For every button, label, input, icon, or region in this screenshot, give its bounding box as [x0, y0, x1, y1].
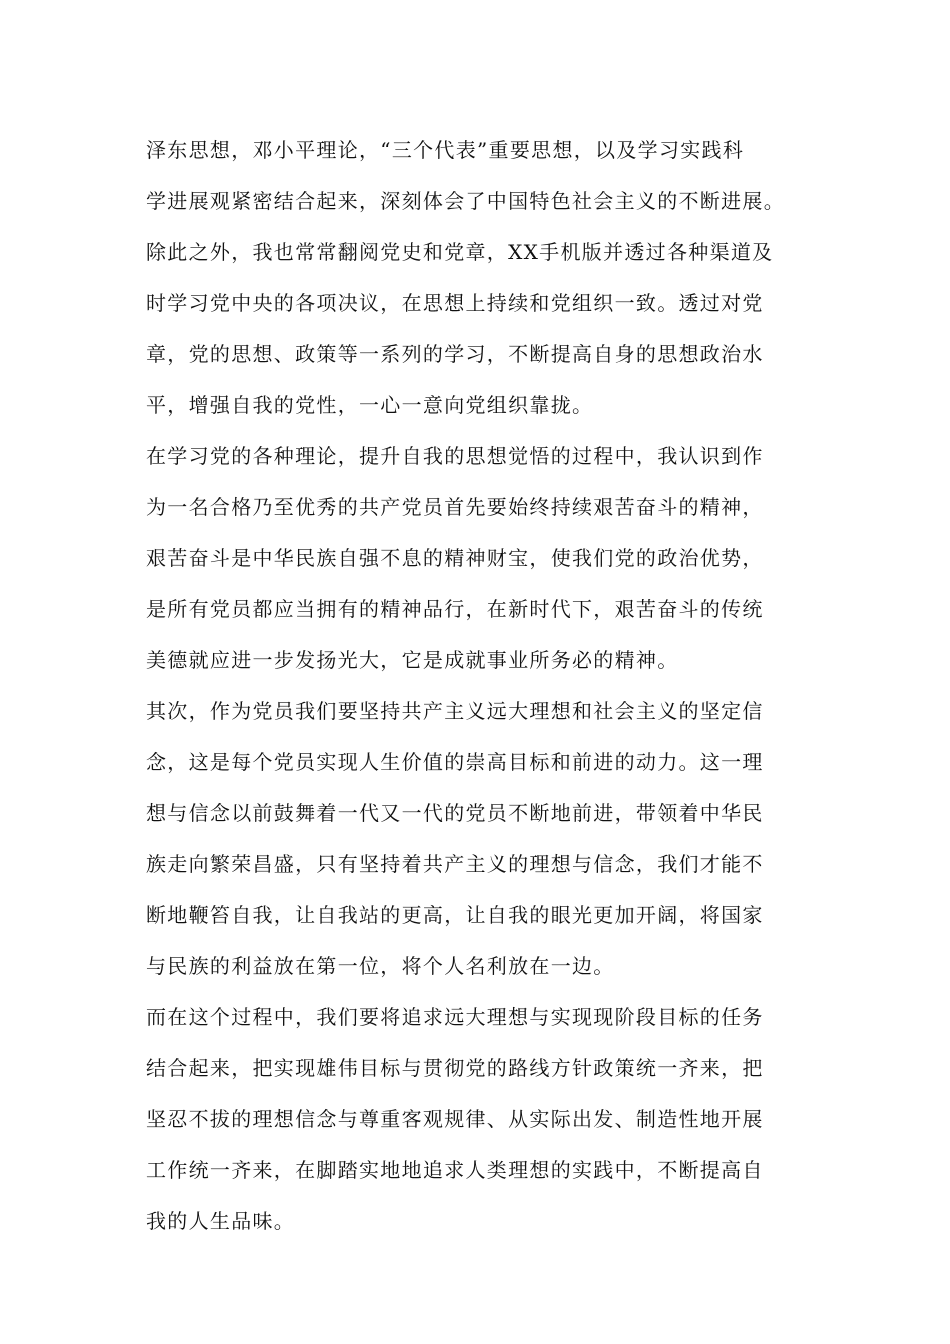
text-line: 章，党的思想、政策等一系列的学习，不断提高自身的思想政治水 — [146, 342, 764, 366]
text-line: 断地鞭笞自我，让自我站的更高，让自我的眼光更加开阔，将国家 — [146, 903, 764, 927]
text-line: 平，增强自我的党性，一心一意向党组织靠拢。 — [146, 393, 594, 417]
text-line: 而在这个过程中，我们要将追求远大理想与实现现阶段目标的任务 — [146, 1005, 764, 1029]
text-line: 坚忍不拔的理想信念与尊重客观规律、从实际出发、制造性地开展 — [146, 1107, 764, 1131]
text-line: 在学习党的各种理论，提升自我的思想觉悟的过程中，我认识到作 — [146, 444, 764, 468]
text-line: 是所有党员都应当拥有的精神品行，在新时代下，艰苦奋斗的传统 — [146, 597, 764, 621]
text-line: 我的人生品味。 — [146, 1209, 296, 1233]
text-line: 学进展观紧密结合起来，深刻体会了中国特色社会主义的不断进展。 — [146, 189, 785, 213]
text-line: 工作统一齐来，在脚踏实地地追求人类理想的实践中，不断提高自 — [146, 1158, 764, 1182]
text-line: 泽东思想，邓小平理论，“三个代表”重要思想，以及学习实践科 — [146, 138, 745, 162]
text-line: 想与信念以前鼓舞着一代又一代的党员不断地前进，带领着中华民 — [146, 801, 764, 825]
text-line: 艰苦奋斗是中华民族自强不息的精神财宝，使我们党的政治优势， — [146, 546, 764, 570]
text-line: 除此之外，我也常常翻阅党史和党章，XX手机版并透过各种渠道及 — [146, 240, 774, 264]
text-line: 为一名合格乃至优秀的共产党员首先要始终持续艰苦奋斗的精神， — [146, 495, 764, 519]
text-line: 族走向繁荣昌盛，只有坚持着共产主义的理想与信念，我们才能不 — [146, 852, 764, 876]
text-line: 念，这是每个党员实现人生价值的崇高目标和前进的动力。这一理 — [146, 750, 764, 774]
document-body — [146, 125, 816, 1247]
text-line: 与民族的利益放在第一位，将个人名利放在一边。 — [146, 954, 615, 978]
text-line: 其次，作为党员我们要坚持共产主义远大理想和社会主义的坚定信 — [146, 699, 764, 723]
text-line: 时学习党中央的各项决议，在思想上持续和党组织一致。透过对党 — [146, 291, 764, 315]
text-line: 结合起来，把实现雄伟目标与贯彻党的路线方针政策统一齐来，把 — [146, 1056, 764, 1080]
text-line: 美德就应进一步发扬光大，它是成就事业所务必的精神。 — [146, 648, 679, 672]
